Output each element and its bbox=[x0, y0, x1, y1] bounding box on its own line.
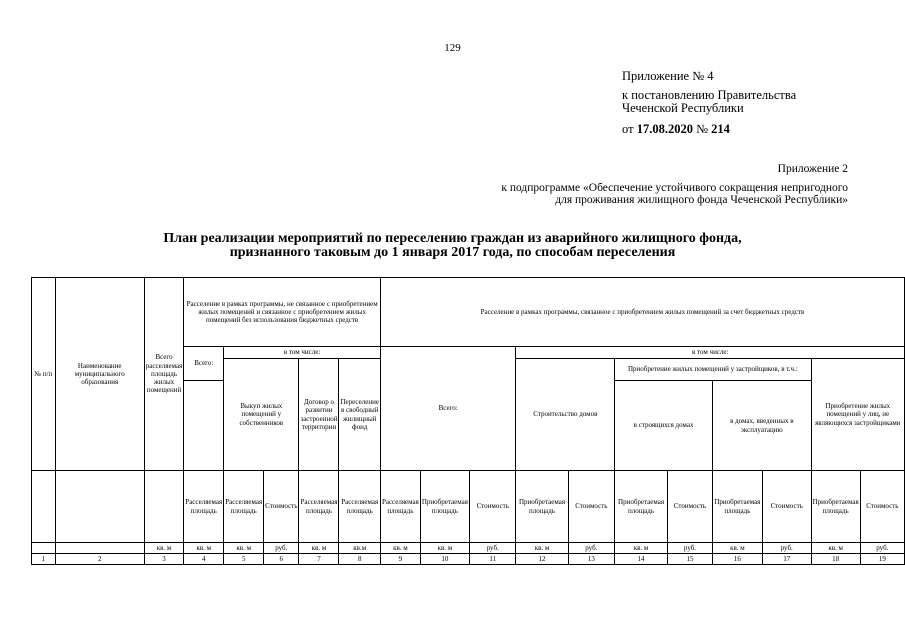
header-nobudget-total: Всего: bbox=[184, 347, 224, 381]
column-number: 8 bbox=[339, 554, 380, 565]
column-number: 7 bbox=[299, 554, 339, 565]
column-number: 18 bbox=[811, 554, 860, 565]
appendix-title: Приложение № 4 bbox=[622, 69, 714, 83]
column-number: 2 bbox=[55, 554, 144, 565]
column-number: 5 bbox=[224, 554, 264, 565]
relocation-plan-table bbox=[31, 277, 905, 565]
subheader-cost: Стоимость bbox=[860, 471, 904, 543]
column-number: 13 bbox=[568, 554, 615, 565]
unit-cell: кв. м bbox=[184, 543, 224, 554]
header-group-budget: Расселение в рамках программы, связанное с приобретением жилых помещений за счет бюджетных средств bbox=[380, 278, 904, 347]
appendix-line1: к постановлению Правительства bbox=[622, 88, 797, 102]
unit-cell: кв. м bbox=[144, 543, 184, 554]
subheader-cost: Стоимость bbox=[762, 471, 811, 543]
appendix-from: от bbox=[622, 122, 637, 136]
column-number: 6 bbox=[264, 554, 299, 565]
column-number: 11 bbox=[469, 554, 516, 565]
unit-cell: кв. м bbox=[811, 543, 860, 554]
unit-cell: руб. bbox=[762, 543, 811, 554]
column-number: 1 bbox=[32, 554, 56, 565]
header-group-nobudget: Расселение в рамках программы, не связанное с приобретением жилых помещений и связанное с приобретением жилых помещений без использования бюджетных средств bbox=[184, 278, 381, 347]
unit-cell: кв.м bbox=[339, 543, 380, 554]
subheader-acquired-area: Приобретаемая площадь bbox=[615, 471, 668, 543]
subprogram-line1: к подпрограмме «Обеспечение устойчивого сокращения непригодного bbox=[501, 182, 848, 194]
document-title bbox=[0, 232, 905, 260]
appendix-number: 214 bbox=[711, 122, 730, 136]
unit-cell: кв. м bbox=[380, 543, 420, 554]
header-nobudget-incl: в том числе: bbox=[224, 347, 381, 359]
unit-cell: кв. м bbox=[516, 543, 568, 554]
appendix-block bbox=[622, 70, 892, 136]
subheader-relocated-area: Расселяемая площадь bbox=[299, 471, 339, 543]
unit-cell: кв. м bbox=[299, 543, 339, 554]
unit-cell: кв. м bbox=[420, 543, 469, 554]
appendix-line2: Чеченской Республики bbox=[622, 101, 744, 115]
subheader-relocated-area: Расселяемая площадь bbox=[184, 471, 224, 543]
header-construction: Строительство домов bbox=[516, 359, 615, 471]
subheader-relocated-area: Расселяемая площадь bbox=[380, 471, 420, 543]
column-number: 19 bbox=[860, 554, 904, 565]
unit-cell: руб. bbox=[860, 543, 904, 554]
subheader-relocated-area: Расселяемая площадь bbox=[339, 471, 380, 543]
subheader-cost: Стоимость bbox=[568, 471, 615, 543]
header-buyout: Выкуп жилых помещений у собственников bbox=[224, 359, 299, 471]
subheader-cost: Стоимость bbox=[469, 471, 516, 543]
header-blank-muni bbox=[55, 471, 144, 543]
header-blank-area bbox=[144, 471, 184, 543]
column-number: 15 bbox=[667, 554, 712, 565]
appendix-date-line bbox=[622, 123, 892, 136]
subheader-cost: Стоимость bbox=[667, 471, 712, 543]
header-developer-purchase: Приобретение жилых помещений у застройщиков, в т.ч.: bbox=[615, 359, 812, 381]
header-blank-num bbox=[32, 471, 56, 543]
subprogram-line2: для проживания жилищного фонда Чеченской Республики» bbox=[555, 194, 848, 206]
subheader-acquired-area: Приобретаемая площадь bbox=[516, 471, 568, 543]
header-budget-incl: в том числе: bbox=[516, 347, 905, 359]
subheader-acquired-area: Приобретаемая площадь bbox=[713, 471, 763, 543]
unit-cell: руб. bbox=[667, 543, 712, 554]
header-budget-total: Всего: bbox=[380, 347, 516, 471]
page-number: 129 bbox=[444, 42, 461, 54]
document-title-line1: План реализации мероприятий по переселению граждан из аварийного жилищного фонда, bbox=[163, 231, 742, 246]
subheader-cost: Стоимость bbox=[264, 471, 299, 543]
column-number: 9 bbox=[380, 554, 420, 565]
unit-blank bbox=[55, 543, 144, 554]
appendix-date: 17.08.2020 bbox=[636, 122, 693, 136]
header-municipality: Наименование муниципального образования bbox=[55, 278, 144, 471]
appendix2-title: Приложение 2 bbox=[777, 163, 848, 175]
header-under-construction: в строящихся домах bbox=[615, 381, 713, 471]
column-number: 14 bbox=[615, 554, 668, 565]
unit-cell: руб. bbox=[568, 543, 615, 554]
appendix-number-sign: № bbox=[692, 122, 712, 136]
header-num: № п/п bbox=[32, 278, 56, 471]
header-free-housing: Переселение в свободный жилищный фонд bbox=[339, 359, 380, 471]
column-number: 10 bbox=[420, 554, 469, 565]
unit-cell: кв. м bbox=[615, 543, 668, 554]
unit-blank bbox=[32, 543, 56, 554]
subprogram-reference bbox=[501, 182, 848, 206]
unit-cell: кв. м bbox=[713, 543, 763, 554]
column-number: 17 bbox=[762, 554, 811, 565]
column-number: 16 bbox=[713, 554, 763, 565]
subheader-acquired-area: Приобретаемая площадь bbox=[811, 471, 860, 543]
unit-cell: руб. bbox=[264, 543, 299, 554]
unit-cell: кв. м bbox=[224, 543, 264, 554]
column-number: 3 bbox=[144, 554, 184, 565]
header-nobudget-total-cont bbox=[184, 381, 224, 471]
subheader-acquired-area: Приобретаемая площадь bbox=[420, 471, 469, 543]
header-development-contract: Договор о развитии застроенной территории bbox=[299, 359, 339, 471]
document-title-line2: признанного таковым до 1 января 2017 года, по способам переселения bbox=[229, 245, 676, 260]
header-commissioned: в домах, введенных в эксплуатацию bbox=[713, 381, 812, 471]
column-number: 12 bbox=[516, 554, 568, 565]
header-total-area: Всего расселяемая площадь жилых помещений bbox=[144, 278, 184, 471]
header-non-developer-purchase: Приобретение жилых помещений у лиц, не являющихся застройщиками bbox=[811, 359, 904, 471]
subheader-relocated-area: Расселяемая площадь bbox=[224, 471, 264, 543]
column-number: 4 bbox=[184, 554, 224, 565]
unit-cell: руб. bbox=[469, 543, 516, 554]
